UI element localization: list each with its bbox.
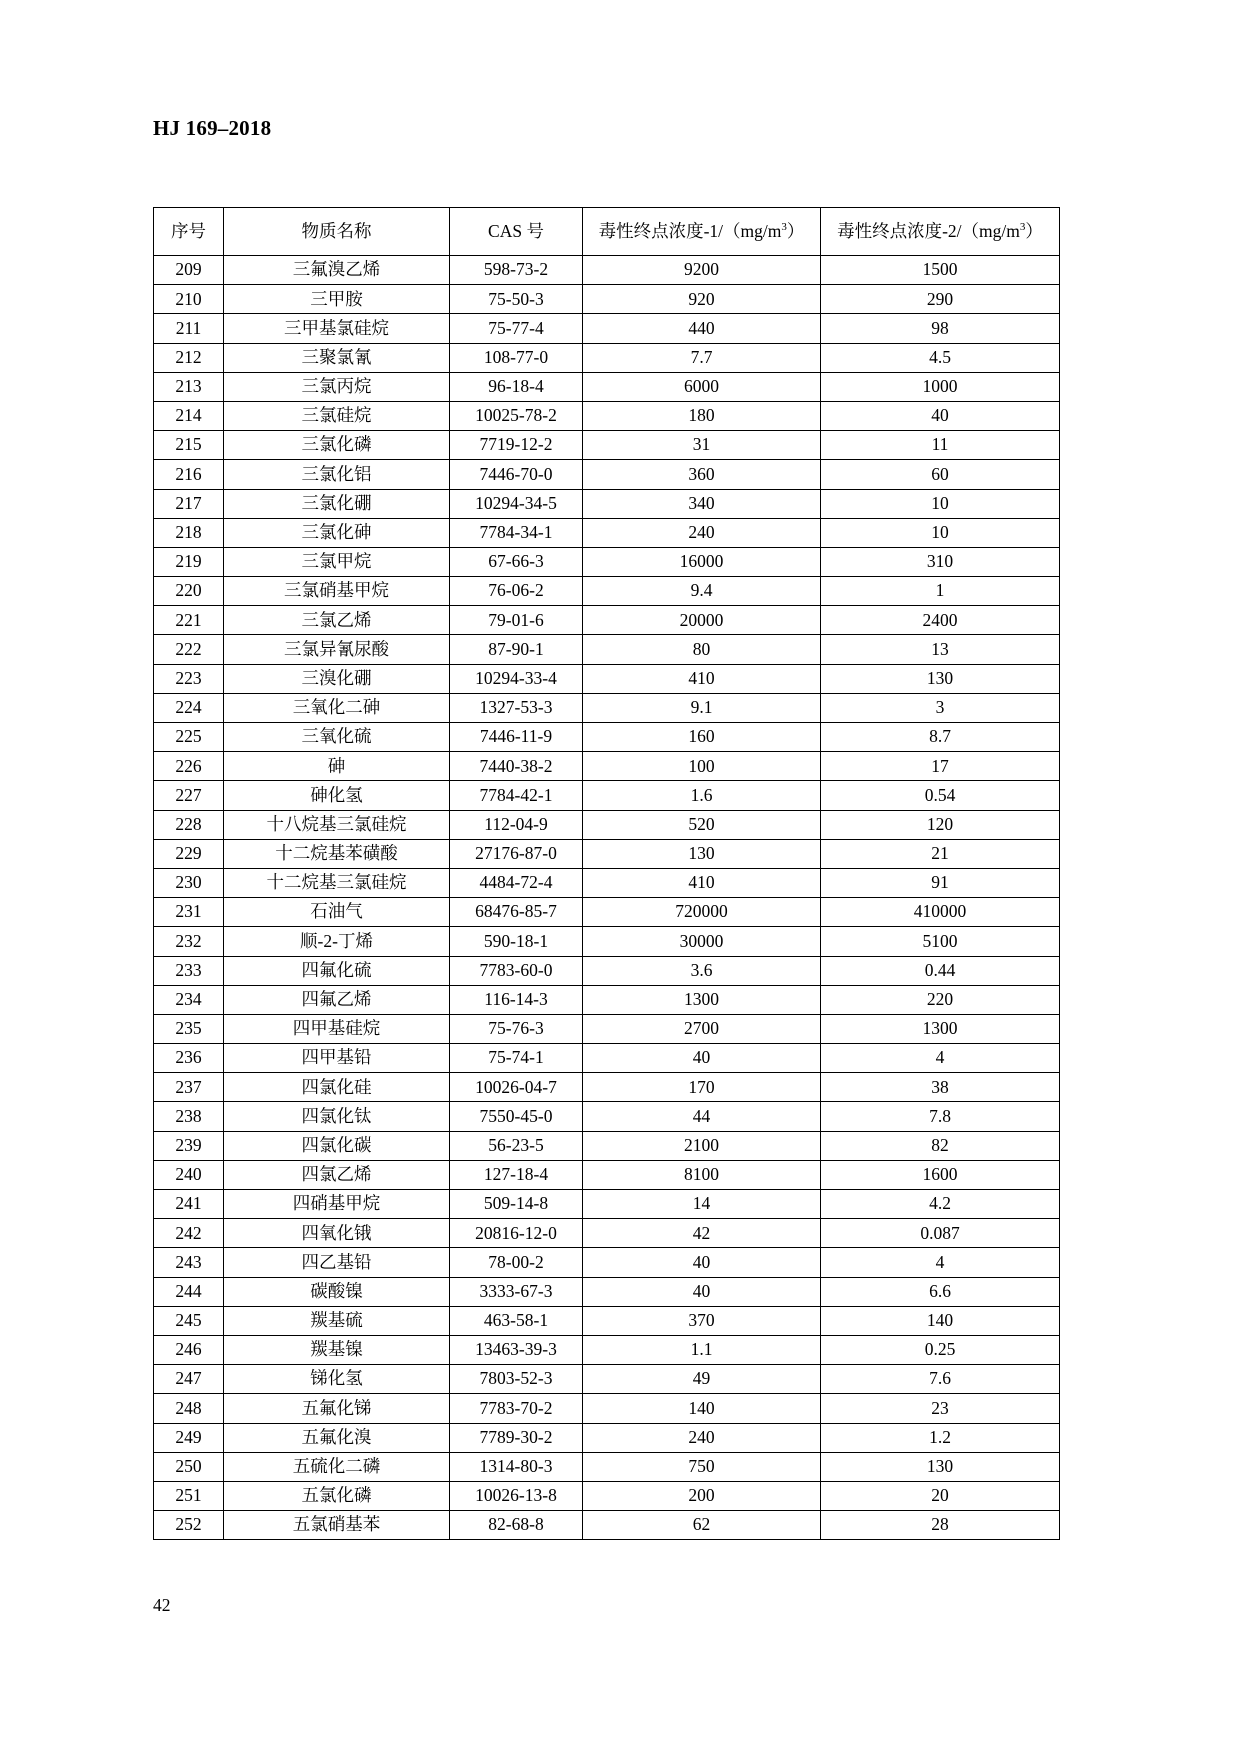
cell-endpoint-1: 1.6 <box>583 781 821 810</box>
cell-endpoint-1: 30000 <box>583 927 821 956</box>
cell-cas-number: 112-04-9 <box>450 810 583 839</box>
table-row <box>154 1277 1060 1306</box>
cell-endpoint-2: 6.6 <box>821 1277 1060 1306</box>
cell-index: 247 <box>154 1365 224 1394</box>
cell-endpoint-1: 2700 <box>583 1014 821 1043</box>
cell-index: 210 <box>154 285 224 314</box>
cell-index: 229 <box>154 839 224 868</box>
cell-index: 239 <box>154 1131 224 1160</box>
cell-endpoint-2: 13 <box>821 635 1060 664</box>
table-row <box>154 1335 1060 1364</box>
cell-endpoint-2: 1 <box>821 577 1060 606</box>
cell-substance-name: 三氯甲烷 <box>224 547 450 576</box>
cell-index: 234 <box>154 985 224 1014</box>
table-row <box>154 927 1060 956</box>
table-row <box>154 1306 1060 1335</box>
table-row <box>154 810 1060 839</box>
table-row <box>154 460 1060 489</box>
cell-index: 242 <box>154 1219 224 1248</box>
table-header-row <box>154 208 1060 256</box>
cell-cas-number: 590-18-1 <box>450 927 583 956</box>
cell-endpoint-1: 340 <box>583 489 821 518</box>
cell-endpoint-2: 310 <box>821 547 1060 576</box>
cell-index: 232 <box>154 927 224 956</box>
cell-cas-number: 75-77-4 <box>450 314 583 343</box>
cell-substance-name: 三氯硝基甲烷 <box>224 577 450 606</box>
cell-endpoint-1: 40 <box>583 1277 821 1306</box>
table-row <box>154 343 1060 372</box>
table-row <box>154 401 1060 430</box>
cell-endpoint-1: 200 <box>583 1481 821 1510</box>
table-row <box>154 723 1060 752</box>
cell-endpoint-1: 9200 <box>583 256 821 285</box>
cell-endpoint-1: 750 <box>583 1452 821 1481</box>
cell-cas-number: 1314-80-3 <box>450 1452 583 1481</box>
cell-index: 220 <box>154 577 224 606</box>
cell-cas-number: 7783-70-2 <box>450 1394 583 1423</box>
cell-index: 214 <box>154 401 224 430</box>
col-header-endpoint-1-label: 毒性终点浓度-1/（mg/m <box>598 220 782 241</box>
cell-endpoint-1: 1300 <box>583 985 821 1014</box>
cell-endpoint-2: 130 <box>821 664 1060 693</box>
cell-index: 222 <box>154 635 224 664</box>
cell-substance-name: 五氯化磷 <box>224 1481 450 1510</box>
cell-endpoint-2: 10 <box>821 518 1060 547</box>
table-row <box>154 1511 1060 1540</box>
cell-index: 227 <box>154 781 224 810</box>
cell-cas-number: 7783-60-0 <box>450 956 583 985</box>
cell-substance-name: 四氯化硅 <box>224 1073 450 1102</box>
cell-cas-number: 27176-87-0 <box>450 839 583 868</box>
cell-substance-name: 石油气 <box>224 898 450 927</box>
table-row <box>154 518 1060 547</box>
cell-substance-name: 四甲基硅烷 <box>224 1014 450 1043</box>
cell-endpoint-2: 17 <box>821 752 1060 781</box>
cell-substance-name: 三氯化砷 <box>224 518 450 547</box>
cell-substance-name: 碳酸镍 <box>224 1277 450 1306</box>
table-row <box>154 693 1060 722</box>
cell-endpoint-2: 0.25 <box>821 1335 1060 1364</box>
cell-substance-name: 五氟化溴 <box>224 1423 450 1452</box>
cell-endpoint-2: 1500 <box>821 256 1060 285</box>
cell-cas-number: 127-18-4 <box>450 1160 583 1189</box>
table-row <box>154 489 1060 518</box>
cell-substance-name: 四氯化碳 <box>224 1131 450 1160</box>
table-row <box>154 1190 1060 1219</box>
cell-endpoint-2: 10 <box>821 489 1060 518</box>
table-row <box>154 1014 1060 1043</box>
table-row <box>154 898 1060 927</box>
cell-substance-name: 三氯化磷 <box>224 431 450 460</box>
cell-cas-number: 7550-45-0 <box>450 1102 583 1131</box>
cell-index: 252 <box>154 1511 224 1540</box>
col-header-cas-number: CAS 号 <box>450 208 583 256</box>
table-row <box>154 1365 1060 1394</box>
col-header-endpoint-1 <box>583 208 821 256</box>
table-row <box>154 577 1060 606</box>
cell-endpoint-1: 100 <box>583 752 821 781</box>
table-row <box>154 868 1060 897</box>
cell-cas-number: 509-14-8 <box>450 1190 583 1219</box>
cell-endpoint-2: 120 <box>821 810 1060 839</box>
cell-endpoint-2: 1600 <box>821 1160 1060 1189</box>
cell-endpoint-1: 9.1 <box>583 693 821 722</box>
toxicity-endpoint-table <box>153 207 1060 1540</box>
cell-cas-number: 10026-13-8 <box>450 1481 583 1510</box>
cell-endpoint-1: 1.1 <box>583 1335 821 1364</box>
cell-endpoint-2: 220 <box>821 985 1060 1014</box>
col-header-substance-name: 物质名称 <box>224 208 450 256</box>
cell-endpoint-2: 1.2 <box>821 1423 1060 1452</box>
cell-index: 244 <box>154 1277 224 1306</box>
cell-endpoint-2: 21 <box>821 839 1060 868</box>
cell-endpoint-2: 290 <box>821 285 1060 314</box>
cell-substance-name: 十八烷基三氯硅烷 <box>224 810 450 839</box>
cell-endpoint-2: 98 <box>821 314 1060 343</box>
cell-endpoint-1: 2100 <box>583 1131 821 1160</box>
cell-cas-number: 7784-42-1 <box>450 781 583 810</box>
cell-endpoint-2: 5100 <box>821 927 1060 956</box>
cell-endpoint-2: 4 <box>821 1044 1060 1073</box>
cell-index: 211 <box>154 314 224 343</box>
page-number: 42 <box>153 1595 171 1615</box>
table-row <box>154 1131 1060 1160</box>
cell-endpoint-1: 42 <box>583 1219 821 1248</box>
cell-substance-name: 四氟化硫 <box>224 956 450 985</box>
cell-index: 237 <box>154 1073 224 1102</box>
table-row <box>154 1248 1060 1277</box>
cell-index: 212 <box>154 343 224 372</box>
cell-index: 219 <box>154 547 224 576</box>
cell-endpoint-2: 4.5 <box>821 343 1060 372</box>
cell-index: 215 <box>154 431 224 460</box>
cell-endpoint-1: 160 <box>583 723 821 752</box>
cell-endpoint-1: 14 <box>583 1190 821 1219</box>
cell-endpoint-1: 240 <box>583 1423 821 1452</box>
cell-substance-name: 砷 <box>224 752 450 781</box>
cell-endpoint-1: 49 <box>583 1365 821 1394</box>
cell-index: 230 <box>154 868 224 897</box>
cell-substance-name: 三氧化硫 <box>224 723 450 752</box>
cell-substance-name: 三甲胺 <box>224 285 450 314</box>
table-row <box>154 1160 1060 1189</box>
cell-index: 213 <box>154 372 224 401</box>
cell-index: 233 <box>154 956 224 985</box>
cell-index: 246 <box>154 1335 224 1364</box>
cell-index: 251 <box>154 1481 224 1510</box>
cell-substance-name: 羰基镍 <box>224 1335 450 1364</box>
cell-substance-name: 四氯乙烯 <box>224 1160 450 1189</box>
cell-index: 235 <box>154 1014 224 1043</box>
cell-endpoint-2: 0.54 <box>821 781 1060 810</box>
cell-endpoint-1: 130 <box>583 839 821 868</box>
cell-cas-number: 108-77-0 <box>450 343 583 372</box>
table-row <box>154 547 1060 576</box>
cell-substance-name: 十二烷基苯磺酸 <box>224 839 450 868</box>
cell-index: 217 <box>154 489 224 518</box>
cell-index: 250 <box>154 1452 224 1481</box>
cell-endpoint-1: 240 <box>583 518 821 547</box>
table-row <box>154 1481 1060 1510</box>
cell-endpoint-1: 410 <box>583 868 821 897</box>
cell-index: 226 <box>154 752 224 781</box>
cell-endpoint-2: 91 <box>821 868 1060 897</box>
cell-endpoint-2: 1300 <box>821 1014 1060 1043</box>
cell-index: 218 <box>154 518 224 547</box>
cell-endpoint-2: 410000 <box>821 898 1060 927</box>
cell-substance-name: 四甲基铅 <box>224 1044 450 1073</box>
cell-substance-name: 十二烷基三氯硅烷 <box>224 868 450 897</box>
cell-endpoint-2: 11 <box>821 431 1060 460</box>
table-row <box>154 372 1060 401</box>
cell-endpoint-1: 360 <box>583 460 821 489</box>
cell-endpoint-1: 40 <box>583 1248 821 1277</box>
table-row <box>154 781 1060 810</box>
cell-cas-number: 10294-33-4 <box>450 664 583 693</box>
cell-endpoint-2: 0.44 <box>821 956 1060 985</box>
cell-endpoint-2: 140 <box>821 1306 1060 1335</box>
table-row <box>154 839 1060 868</box>
table-row <box>154 635 1060 664</box>
cell-substance-name: 四氧化锇 <box>224 1219 450 1248</box>
cell-cas-number: 75-76-3 <box>450 1014 583 1043</box>
cell-substance-name: 顺-2-丁烯 <box>224 927 450 956</box>
unit-close: ） <box>786 220 805 241</box>
cell-endpoint-1: 3.6 <box>583 956 821 985</box>
cell-substance-name: 羰基硫 <box>224 1306 450 1335</box>
cell-endpoint-2: 38 <box>821 1073 1060 1102</box>
table-row <box>154 1394 1060 1423</box>
cell-endpoint-1: 140 <box>583 1394 821 1423</box>
cell-cas-number: 463-58-1 <box>450 1306 583 1335</box>
cell-endpoint-2: 1000 <box>821 372 1060 401</box>
cell-substance-name: 三氧化二砷 <box>224 693 450 722</box>
cell-endpoint-1: 44 <box>583 1102 821 1131</box>
cell-cas-number: 68476-85-7 <box>450 898 583 927</box>
cell-index: 231 <box>154 898 224 927</box>
cell-endpoint-1: 440 <box>583 314 821 343</box>
cell-index: 224 <box>154 693 224 722</box>
table-row <box>154 1219 1060 1248</box>
cell-substance-name: 三氯硅烷 <box>224 401 450 430</box>
table-body <box>154 256 1060 1540</box>
cell-cas-number: 116-14-3 <box>450 985 583 1014</box>
cell-cas-number: 4484-72-4 <box>450 868 583 897</box>
cell-cas-number: 7446-11-9 <box>450 723 583 752</box>
cell-endpoint-1: 16000 <box>583 547 821 576</box>
cell-cas-number: 598-73-2 <box>450 256 583 285</box>
cell-substance-name: 三氟溴乙烯 <box>224 256 450 285</box>
table-row <box>154 664 1060 693</box>
cell-index: 241 <box>154 1190 224 1219</box>
cell-cas-number: 96-18-4 <box>450 372 583 401</box>
cell-endpoint-1: 170 <box>583 1073 821 1102</box>
cell-cas-number: 13463-39-3 <box>450 1335 583 1364</box>
cell-cas-number: 67-66-3 <box>450 547 583 576</box>
table-row <box>154 314 1060 343</box>
cell-endpoint-1: 9.4 <box>583 577 821 606</box>
cell-cas-number: 7803-52-3 <box>450 1365 583 1394</box>
cell-substance-name: 四硝基甲烷 <box>224 1190 450 1219</box>
cell-substance-name: 三氯丙烷 <box>224 372 450 401</box>
cell-endpoint-2: 60 <box>821 460 1060 489</box>
cell-cas-number: 75-50-3 <box>450 285 583 314</box>
cell-index: 240 <box>154 1160 224 1189</box>
cell-cas-number: 10294-34-5 <box>450 489 583 518</box>
cell-cas-number: 7440-38-2 <box>450 752 583 781</box>
cell-cas-number: 87-90-1 <box>450 635 583 664</box>
cell-endpoint-1: 7.7 <box>583 343 821 372</box>
cell-index: 236 <box>154 1044 224 1073</box>
table-row <box>154 431 1060 460</box>
cell-endpoint-1: 62 <box>583 1511 821 1540</box>
cell-cas-number: 82-68-8 <box>450 1511 583 1540</box>
cell-endpoint-2: 20 <box>821 1481 1060 1510</box>
cell-index: 238 <box>154 1102 224 1131</box>
cell-cas-number: 10026-04-7 <box>450 1073 583 1102</box>
cell-cas-number: 7784-34-1 <box>450 518 583 547</box>
cell-substance-name: 五氯硝基苯 <box>224 1511 450 1540</box>
col-header-endpoint-2 <box>821 208 1060 256</box>
cell-substance-name: 五硫化二磷 <box>224 1452 450 1481</box>
cell-index: 221 <box>154 606 224 635</box>
cell-cas-number: 75-74-1 <box>450 1044 583 1073</box>
cell-endpoint-2: 82 <box>821 1131 1060 1160</box>
cell-endpoint-2: 2400 <box>821 606 1060 635</box>
cell-substance-name: 砷化氢 <box>224 781 450 810</box>
unit-superscript: 3 <box>1019 220 1026 233</box>
cell-endpoint-2: 0.087 <box>821 1219 1060 1248</box>
cell-endpoint-2: 40 <box>821 401 1060 430</box>
cell-endpoint-1: 720000 <box>583 898 821 927</box>
table-row <box>154 1102 1060 1131</box>
cell-index: 216 <box>154 460 224 489</box>
cell-cas-number: 20816-12-0 <box>450 1219 583 1248</box>
cell-endpoint-2: 7.8 <box>821 1102 1060 1131</box>
table-row <box>154 752 1060 781</box>
cell-substance-name: 四乙基铅 <box>224 1248 450 1277</box>
table-row <box>154 985 1060 1014</box>
cell-substance-name: 三溴化硼 <box>224 664 450 693</box>
cell-endpoint-2: 7.6 <box>821 1365 1060 1394</box>
unit-superscript: 3 <box>781 220 787 233</box>
cell-endpoint-2: 4 <box>821 1248 1060 1277</box>
cell-substance-name: 五氟化锑 <box>224 1394 450 1423</box>
cell-endpoint-2: 130 <box>821 1452 1060 1481</box>
table-row <box>154 956 1060 985</box>
cell-substance-name: 三甲基氯硅烷 <box>224 314 450 343</box>
cell-substance-name: 三聚氯氰 <box>224 343 450 372</box>
cell-substance-name: 三氯化铝 <box>224 460 450 489</box>
cell-substance-name: 三氯异氰尿酸 <box>224 635 450 664</box>
cell-endpoint-2: 3 <box>821 693 1060 722</box>
cell-cas-number: 7719-12-2 <box>450 431 583 460</box>
table-row <box>154 606 1060 635</box>
unit-close: ） <box>1025 220 1043 241</box>
table-row <box>154 1073 1060 1102</box>
cell-index: 245 <box>154 1306 224 1335</box>
cell-endpoint-2: 8.7 <box>821 723 1060 752</box>
table-row <box>154 1423 1060 1452</box>
cell-endpoint-1: 20000 <box>583 606 821 635</box>
cell-index: 248 <box>154 1394 224 1423</box>
cell-index: 249 <box>154 1423 224 1452</box>
table-row <box>154 256 1060 285</box>
table-row <box>154 285 1060 314</box>
cell-endpoint-2: 28 <box>821 1511 1060 1540</box>
cell-endpoint-2: 23 <box>821 1394 1060 1423</box>
col-header-endpoint-2-label: 毒性终点浓度-2/（mg/m <box>837 220 1020 241</box>
cell-substance-name: 三氯乙烯 <box>224 606 450 635</box>
cell-endpoint-1: 31 <box>583 431 821 460</box>
cell-endpoint-1: 6000 <box>583 372 821 401</box>
cell-index: 225 <box>154 723 224 752</box>
cell-endpoint-1: 370 <box>583 1306 821 1335</box>
cell-index: 243 <box>154 1248 224 1277</box>
cell-cas-number: 76-06-2 <box>450 577 583 606</box>
cell-index: 223 <box>154 664 224 693</box>
cell-substance-name: 三氯化硼 <box>224 489 450 518</box>
cell-cas-number: 3333-67-3 <box>450 1277 583 1306</box>
cell-endpoint-1: 920 <box>583 285 821 314</box>
cell-substance-name: 锑化氢 <box>224 1365 450 1394</box>
cell-endpoint-1: 410 <box>583 664 821 693</box>
document-id: HJ 169–2018 <box>153 116 272 140</box>
cell-endpoint-1: 520 <box>583 810 821 839</box>
cell-cas-number: 7446-70-0 <box>450 460 583 489</box>
table-row <box>154 1044 1060 1073</box>
cell-substance-name: 四氯化钛 <box>224 1102 450 1131</box>
cell-endpoint-2: 4.2 <box>821 1190 1060 1219</box>
cell-cas-number: 7789-30-2 <box>450 1423 583 1452</box>
cell-cas-number: 78-00-2 <box>450 1248 583 1277</box>
cell-substance-name: 四氟乙烯 <box>224 985 450 1014</box>
cell-cas-number: 1327-53-3 <box>450 693 583 722</box>
cell-index: 228 <box>154 810 224 839</box>
cell-endpoint-1: 40 <box>583 1044 821 1073</box>
table-row <box>154 1452 1060 1481</box>
cell-endpoint-1: 180 <box>583 401 821 430</box>
cell-cas-number: 56-23-5 <box>450 1131 583 1160</box>
cell-cas-number: 10025-78-2 <box>450 401 583 430</box>
cell-endpoint-1: 8100 <box>583 1160 821 1189</box>
cell-index: 209 <box>154 256 224 285</box>
col-header-index: 序号 <box>154 208 224 256</box>
cell-cas-number: 79-01-6 <box>450 606 583 635</box>
cell-endpoint-1: 80 <box>583 635 821 664</box>
